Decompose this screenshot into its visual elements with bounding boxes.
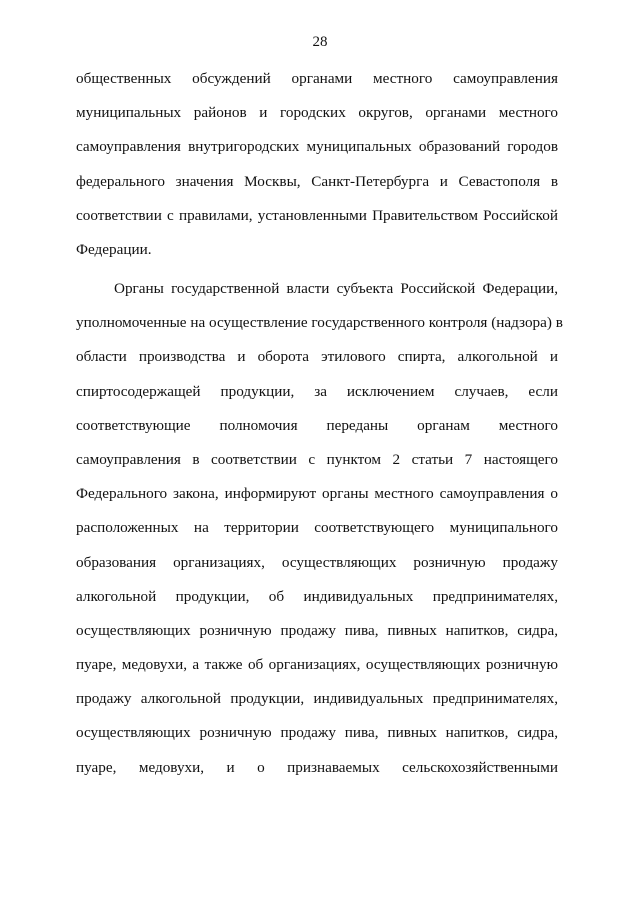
text-line: муниципальных районов и городских округов, органами местного — [76, 104, 558, 122]
text-line: пуаре, медовухи, а также об организациях, осуществляющих розничную — [76, 656, 558, 674]
text-line: расположенных на территории соответствующего муниципального — [76, 519, 558, 537]
text-line: соответствии с правилами, установленными Правительством Российской — [76, 206, 558, 224]
text-line: самоуправления внутригородских муниципальных образований городов — [76, 138, 558, 156]
text-line: самоуправления в соответствии с пунктом 2 статьи 7 настоящего — [76, 450, 558, 468]
text-line: продажу алкогольной продукции, индивидуальных предпринимателях, — [76, 690, 558, 708]
paragraph-state-authorities — [76, 280, 563, 793]
text-line: общественных обсуждений органами местного самоуправления — [76, 70, 558, 87]
text-line: спиртосодержащей продукции, за исключением случаев, если — [76, 382, 558, 400]
text-line: осуществляющих розничную продажу пива, пивных напитков, сидра, — [76, 621, 558, 639]
text-line: пуаре, медовухи, и о признаваемых сельскохозяйственными — [76, 758, 558, 776]
text-line: алкогольной продукции, об индивидуальных предпринимателях, — [76, 587, 558, 605]
text-line: федерального значения Москвы, Санкт-Петербурга и Севастополя в — [76, 172, 558, 190]
text-line: области производства и оборота этилового спирта, алкогольной и — [76, 348, 558, 366]
text-line: уполномоченные на осуществление государственного контроля (надзора) в — [76, 314, 563, 332]
page-number: 28 — [312, 34, 328, 50]
text-line: Органы государственной власти субъекта Российской Федерации, — [114, 280, 558, 297]
text-line: осуществляющих розничную продажу пива, пивных напитков, сидра, — [76, 724, 558, 742]
text-line: Федерального закона, информируют органы местного самоуправления о — [76, 485, 558, 503]
text-line: соответствующие полномочия переданы органам местного — [76, 416, 558, 434]
paragraph-public-discussions — [76, 70, 558, 275]
text-line: образования организациях, осуществляющих розничную продажу — [76, 553, 558, 571]
text-line: Федерации. — [76, 240, 152, 258]
